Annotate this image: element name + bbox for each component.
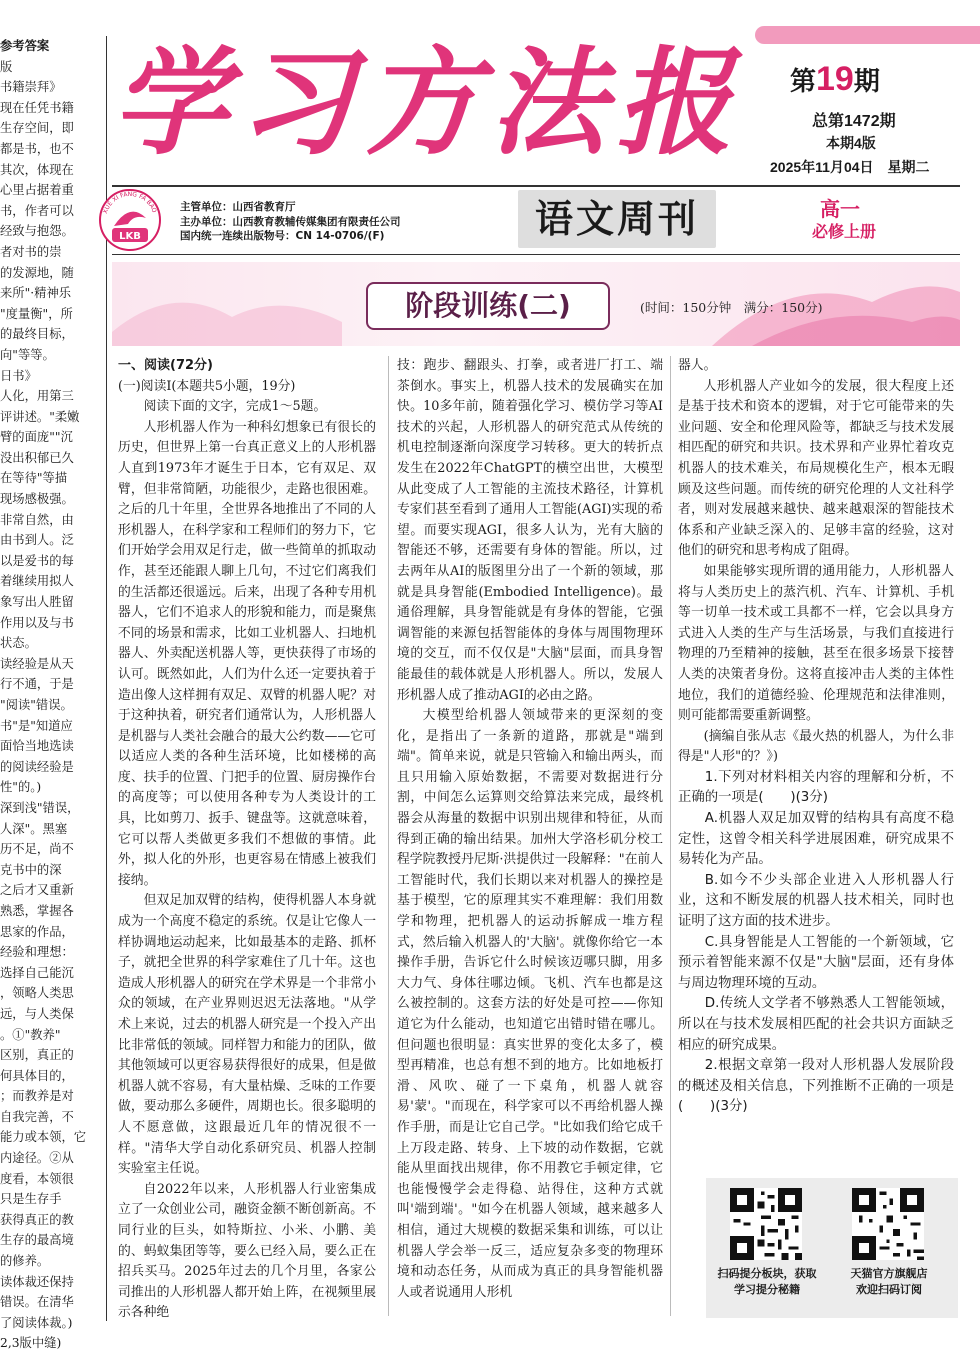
section-heading: 一、阅读(72分) [118, 358, 213, 373]
strip-line: 何具体目的， [0, 1068, 74, 1083]
subsection-heading: (一)阅读Ⅰ(本题共5小题，19分) [118, 378, 296, 394]
strip-line: 之后才又重新 [0, 883, 74, 898]
divider [112, 185, 960, 187]
strip-line: 的阅读经验是 [0, 759, 74, 774]
strip-line: 了阅读体裁。) [0, 1315, 73, 1330]
strip-line: 经致与抱怨。 [0, 224, 74, 239]
strip-line: 其次，体现在 [0, 162, 74, 177]
column-divider [670, 356, 671, 1316]
strip-line: 书，作者可以 [0, 203, 74, 218]
strip-line: 作用以及与书 [0, 615, 74, 630]
strip-line: 来所"·精神乐 [0, 286, 72, 301]
qr-caption-right [834, 1266, 944, 1298]
logo-ring-text: XUE XI FANG FA BAO [101, 190, 158, 215]
instruction: 阅读下面的文字，完成1～5题。 [143, 399, 327, 415]
section-title: 阶段训练(二) [366, 282, 610, 330]
column-divider [388, 356, 389, 1316]
strip-line: 臂的面庞""沉 [0, 430, 73, 445]
paragraph: 自2022年以来，人形机器人行业密集成立了一众创业公司，融资金额不断创新高。不同行业的巨头，如特斯拉、小米、小鹏、美的、蚂蚁集团等等，要么已经入局，要么正在招兵买马。2025年过去的几个月里，各家公司推出的人形机器人都开始上阵，在视频里展示各种绝 [118, 1181, 376, 1321]
strip-line: 错误。在清华 [0, 1295, 74, 1310]
source-citation: (摘编自张从志《最火热的机器人，为什么非得是"人形"的？》) [678, 728, 954, 765]
divider [112, 254, 960, 255]
qr-caption-left [712, 1266, 822, 1298]
paragraph: 人形机器人作为一种科幻想象已有很长的历史，但世界上第一台真正意义上的人形机器人直到1973年才诞生于日本，它有双足、双臂，但非常简陋，功能很少，走路也很困难。之后的几十年里，全世界各地推出了不同的人形机器人，在科学家和工程师们的努力下，它们开始学会用双足行走，做一些简单的抓取动作，甚至还能跟人聊上几句，不过它们离我们的生活都还很遥远。后来，出现了各种专用机器人，它们不追求人的形貌和能力，而是聚焦不同的场景和需求，比如工业机器人、扫地机器人、外卖配送机器人等，更快获得了市场的认可。既然如此，人们为什么还一定要执着于造出像人这样拥有双足、双臂的机器人呢？对于这种执着，研究者们通常认为，人形机器人是机器与人类社会融合的最大公约数——它可以适应人类的各种生活环境，比如楼梯的高度、扶手的位置、门把手的位置、厨房操作台的高度等；可以使用各种专为人类设计的工具，比如剪刀、扳手、键盘等。这就意味着，它可以帮人类做更多我们不想做的事情。此外，拟人化的外形，也更容易在情感上被我们接纳。 [118, 419, 376, 888]
strip-line: 面恰当地选读 [0, 739, 74, 754]
caption-line: 欢迎扫码订阅 [856, 1283, 922, 1296]
strip-line: 版 [0, 59, 13, 74]
strip-line: 以是爱书的每 [0, 553, 74, 568]
strip-line: 行不通，于是 [0, 677, 74, 692]
logo-mark: LKB [119, 231, 141, 242]
strip-line: 读经验是从天 [0, 656, 74, 671]
strip-line: 获得真正的教 [0, 1212, 74, 1227]
strip-line: 。①"教养" [0, 1027, 61, 1042]
exam-time-info: (时间：150分钟 满分：150分) [640, 300, 823, 315]
strip-line: 都是书，也不 [0, 141, 74, 156]
strip-line: 克书中的深 [0, 862, 62, 877]
paragraph: 但双足加双臂的结构，使得机器人本身就成为一个高度不稳定的系统。仅是让它像人一样协调地运动起来，比如最基本的走路、抓杯子，就把全世界的科学家难住了几十年。这也造成人形机器人的研究在学术界是一个非常小众的领域，在产业界则迟迟无法落地。"从学术上来说，过去的机器人研究是一个投入产出比非常低的领域。同样智力和能力的团队，做其他领域可以更容易获得很好的成果，但是做机器人就不容易，有大量枯燥、乏味的工作要做，要动那么多硬件，周期也长。很多聪明的人不愿意做，这跟最近几年的情况很不一样。"清华大学自动化系研究员、机器人控制实验室主任说。 [118, 893, 376, 1177]
paragraph: 人形机器人产业如今的发展，很大程度上还是基于技术和资本的逻辑，对于它可能带来的失业问题、安全和伦理风险等，都缺乏与技术发展相匹配的研究和共识。技术界和产业界忙着攻克机器人的技术难关，布局规模化生产，根本无暇顾及这些问题。而传统的研究伦理的人文社科学者，则对发展越来越快、越来越艰深的智能技术体系和产业缺乏深入的、足够丰富的经验，这对他们的研究和思考构成了阻碍。 [678, 378, 954, 559]
strip-line: ；而教养是对 [0, 1089, 74, 1104]
strip-line: "度量衡"，所 [0, 306, 73, 321]
strip-line: 的修养。 [0, 1254, 50, 1269]
qr-code-icon[interactable] [852, 1188, 924, 1260]
caption-line: 学习提分秘籍 [734, 1283, 800, 1296]
question: 1.下列对材料相关内容的理解和分析，不正确的一项是( )(3分) [678, 769, 954, 806]
strip-line: 读体裁还保持 [0, 1274, 74, 1289]
book-label: 必修上册 [812, 222, 877, 241]
question-option: C.具身智能是人工智能的一个新领域，它预示着智能来源不仅是"大脑"层面，还有身体与周边物理环境的互动。 [678, 934, 954, 991]
strip-line: 书籍崇拜》 [0, 80, 62, 95]
strip-line: 心里占据着重 [0, 183, 74, 198]
strip-line: 经验和理想： [0, 945, 74, 960]
strip-line: 自我完善，不 [0, 1109, 74, 1124]
strip-line: 的最终目标， [0, 327, 74, 342]
article-column-2 [397, 356, 663, 1303]
paragraph: 器人。 [678, 358, 717, 373]
strip-line: 度看，本领很 [0, 1171, 74, 1186]
strip-line: 人化，用第三 [0, 389, 74, 404]
strip-line: 现在任凭书籍 [0, 100, 74, 115]
strip-line: 性"的。) [0, 780, 42, 795]
issue-number: 第19期 [790, 60, 880, 98]
strip-line: 2,3版中缝) [0, 1336, 62, 1351]
strip-line: 区别，真正的 [0, 1048, 74, 1063]
caption-line: 天猫官方旗舰店 [850, 1267, 928, 1280]
strip-title: 参考答案 [0, 39, 50, 53]
publisher-line: 主办单位：山西教育教辅传媒集团有限责任公司 [180, 215, 401, 228]
question-option: D.传统人文学者不够熟悉人工智能领域，所以在与技术发展相匹配的社会共识方面缺乏相应的研究成果。 [678, 996, 954, 1053]
article-column-1 [118, 356, 376, 1324]
issue-date: 2025年11月04日 星期二 [770, 159, 930, 175]
strip-line: 状态。 [0, 636, 37, 651]
grade-label: 高一 [820, 197, 860, 221]
strip-line: 着继续用拟人 [0, 574, 74, 589]
strip-line: 没出积郁已久 [0, 450, 74, 465]
strip-line: 人深"。黑塞 [0, 821, 68, 836]
qr-code-box [706, 1178, 958, 1318]
page-count: 本期4版 [826, 135, 876, 151]
strip-line: 书"是"知道应 [0, 718, 73, 733]
paragraph: 如果能够实现所谓的通用能力，人形机器人将与人类历史上的蒸汽机、汽车、计算机、手机等一切单一技术或工具都不一样，它会以具身方式进入人类的生产与生活场景，与我们直接进行物理的乃至精神的接触，甚至在很多场景下接替人类的决策者身份。这将直接冲击人类的主体性地位，我们的道德经验、伦理规范和法律准则，则可能都需要重新调整。 [678, 563, 954, 724]
strip-line: 日书》 [0, 368, 37, 383]
strip-line: "阅读"错误。 [0, 698, 73, 712]
strip-line: 内途径。②从 [0, 1151, 74, 1166]
strip-line: ，领略人类思 [0, 986, 74, 1001]
strip-line: 生存空间，即 [0, 121, 74, 136]
strip-line: 远，与人类保 [0, 1006, 74, 1021]
strip-line: 深到浅"错误， [0, 800, 80, 815]
strip-line: 象写出人胜留 [0, 595, 74, 610]
paragraph: 大模型给机器人领域带来的更深刻的变化，是指出了一条新的道路，那就是"端到端"。简单来说，就是只管输入和输出两头，而且只用输入原始数据，不需要对数据进行分割，中间怎么运算则交给算法来完成，最终机器会从海量的数据中识别出规律和特征，从而得到正确的输出结果。加州大学洛杉矶分校工程学院教授丹尼斯·洪提供过一段解释："在前人工智能时代，我们长期以来对机器人的操控是基于模型，它的原理其实不难理解：我们用数学和物理，把机器人的运动拆解成一堆方程式，然后输入机器人的'大脑'。就像你给它一本操作手册，告诉它什么时候该迈哪只脚，用多大力气、身体往哪边倾。飞机、汽车也都是这么被控制的。这套方法的好处是可控——你知道它为什么能动，也知道它出错时错在哪儿。但问题也很明显：真实世界的变化太多了，模型再精准，也总有想不到的地方。比如地板打滑、风吹、碰了一下桌角，机器人就容易'蒙'。"而现在，科学家可以不再给机器人操作手册，而是让它自己学。"比如我们给它成千上万段走路、转身、上下坡的动作数据，它就能从里面找出规律，你不用教它手顿定律，它也能慢慢学会走得稳、站得住，这种方式就叫'端到端'。"如今在机器人领域，越来越多人相信，通过大规模的数据采集和训练，可以让机器人学会举一反三，适应复杂多变的物理环境和动态任务，从而成为真正的具身智能机器人或者说通用人形机 [397, 708, 663, 1300]
article-column-3 [678, 356, 954, 1118]
questions [678, 768, 954, 1118]
publisher-info [180, 200, 401, 244]
strip-line: 选择自己能沉 [0, 965, 74, 980]
strip-line: 只是生存手 [0, 1192, 62, 1207]
publisher-line: 主管单位：山西省教育厅 [180, 201, 296, 213]
strip-line: 非常自然，由 [0, 512, 74, 527]
qr-code-icon[interactable] [730, 1188, 802, 1260]
caption-line: 扫码提分板块，获取 [717, 1267, 817, 1280]
total-issue: 总第1472期 [812, 113, 896, 130]
strip-line: 能力或本领，它 [0, 1130, 87, 1145]
masthead-title: 学习方法报 [112, 35, 742, 171]
question-option: B.如今不少头部企业进入人形机器人行业，这和不断发展的机器人技术相关，同时也证明了这方面的技术进步。 [678, 872, 954, 930]
strip-line: 历不足，尚不 [0, 842, 74, 857]
strip-line: 生存的最高境 [0, 1233, 74, 1248]
strip-line: 者对书的崇 [0, 244, 62, 259]
question: 2.根据文章第一段对人形机器人发展阶段的概述及相关信息，下列推断不正确的一项是( )(3分) [678, 1058, 954, 1115]
strip-line: 现场感极强。 [0, 492, 74, 507]
strip-line: 由书到人。泛 [0, 533, 74, 548]
strip-line: 思家的作品， [0, 924, 74, 939]
strip-line: 熟悉，掌握各 [0, 903, 74, 918]
publisher-logo-icon [98, 188, 162, 252]
paragraph: 技：跑步、翻跟头、打拳，或者进厂打工、端茶倒水。事实上，机器人技术的发展确实在加快。10多年前，随着强化学习、模仿学习等AI技术的兴起，人形机器人的研究范式从传统的机电控制逐渐向深度学习转移。更大的转折点发生在2022年ChatGPT的横空出世，大模型从此变成了人工智能的主流技术路径，计算机专家们甚至看到了通用人工智能(AGI)实现的希望。而要实现AGI，很多人认为，光有大脑的智能还不够，还需要有身体的智能。所以，过去两年从AI的版图里分出了一个新的领域，那就是具身智能(Embodied Intelligence)。最通俗理解，具身智能就是有身体的智能，它强调智能的来源包括智能体的身体与周围物理环境的交互，而不仅仅是"大脑"层面，而具身智能最佳的载体就是人形机器人。所以，发展人形机器人成了推动AGI的必由之路。 [397, 358, 663, 703]
pink-accent-bar [755, 26, 980, 44]
strip-line: 在等待"等描 [0, 471, 68, 486]
publisher-line: 国内统一连续出版物号：CN 14-0706/(F) [180, 230, 385, 242]
question-option: A.机器人双足加双臂的结构具有高度不稳定性，这曾令相关科学进展困难，研究成果不易转化为产品。 [678, 811, 954, 868]
strip-line: 评讲述。"柔嫩 [0, 409, 80, 424]
strip-line: 向"等等。 [0, 347, 55, 362]
strip-line: 的发源地，随 [0, 265, 74, 280]
weekly-title: 语文周刊 [518, 190, 716, 248]
left-answer-strip [0, 36, 104, 1351]
